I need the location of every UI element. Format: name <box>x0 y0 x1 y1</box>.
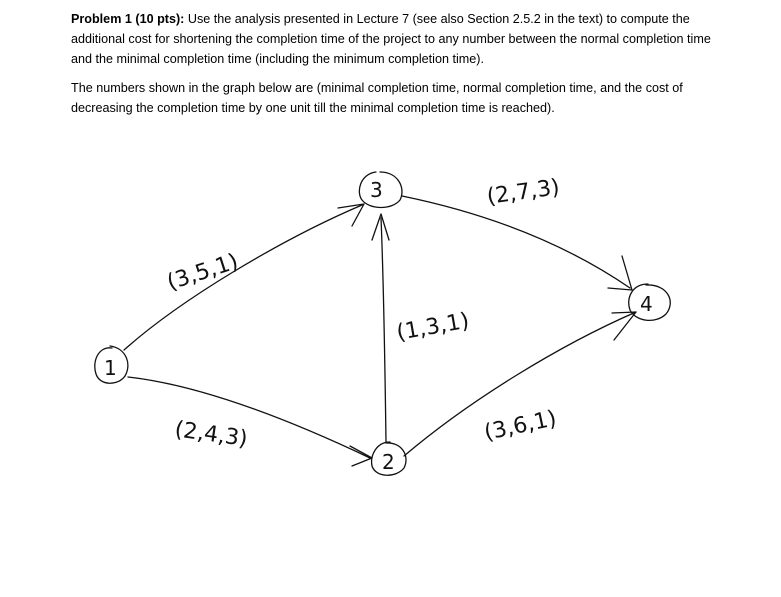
problem-body: Use the analysis presented in Lecture 7 (see also Section 2.5.2 in the text) to compute the additional cost for shortening the completion time of the project to any number between the normal completion time and the minimal completion time (including the minimum completion time). <box>71 12 711 66</box>
node-2 <box>372 442 406 475</box>
node-4 <box>629 284 670 320</box>
node-3-label: 3 <box>370 178 383 202</box>
edge-1-3 <box>124 205 362 350</box>
edge-label-2-4: (3,6,1) <box>482 406 559 446</box>
arrowhead-3-4 <box>608 256 632 290</box>
node-4-label: 4 <box>640 292 653 316</box>
node-3 <box>359 172 402 208</box>
arrowhead-2-4 <box>612 312 636 340</box>
arrowhead-1-2 <box>350 446 372 466</box>
edge-3-4 <box>402 196 630 288</box>
edge-label-1-2: (2,4,3) <box>173 417 250 453</box>
edge-1-2 <box>128 377 370 458</box>
edge-label-1-3: (3,5,1) <box>164 249 242 296</box>
edge-label-2-3: (1,3,1) <box>394 308 472 346</box>
node-1 <box>95 346 128 383</box>
node-2-label: 2 <box>382 450 395 474</box>
edge-label-3-4: (2,7,3) <box>485 175 562 210</box>
arrowhead-1-3 <box>338 204 364 226</box>
problem-heading: Problem 1 (10 pts): <box>71 12 185 26</box>
node-1-label: 1 <box>104 356 117 380</box>
graph-explanation: The numbers shown in the graph below are (minimal completion time, normal completion time, and the cost of decreasing the completion time by one unit till the minimal completion time is reached). <box>71 81 683 115</box>
edge-2-3 <box>381 218 386 442</box>
